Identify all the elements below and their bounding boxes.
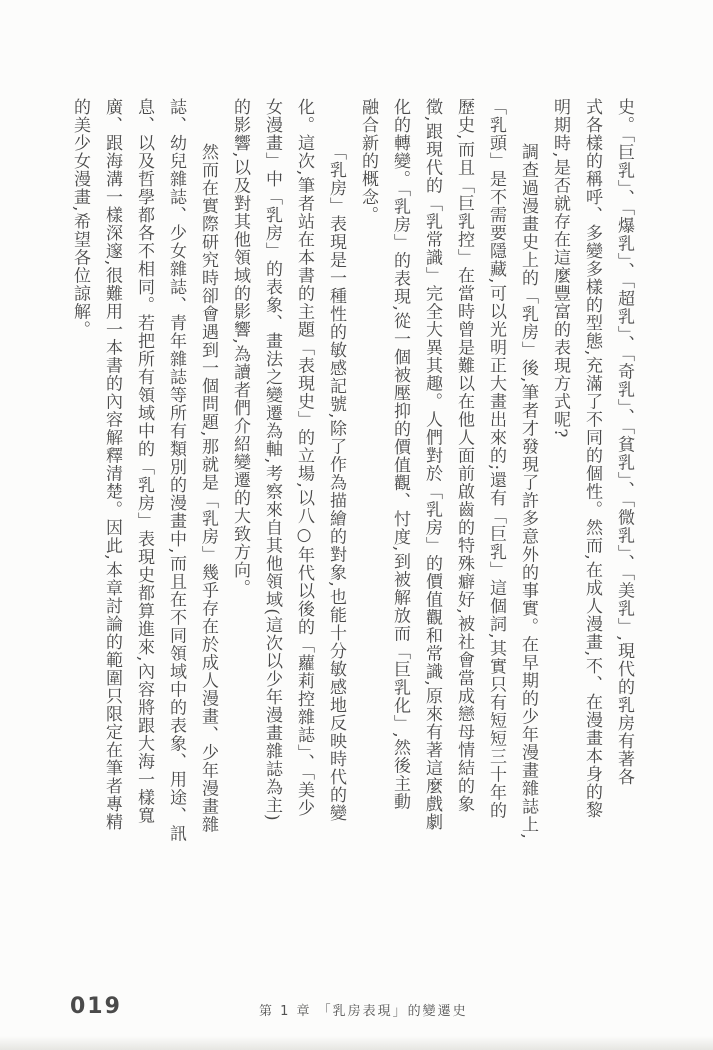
text-column: 的美少女漫畫,希望各位諒解。 [70,98,90,339]
text-column: 化的轉變。「乳房」的表現,從一個被壓抑的價值觀、忖度,到被解放而「巨乳化」,然後主動 [390,98,410,811]
text-column: 女漫畫」中「乳房」的表象、畫法之變遷為軸,考察來自其他領域(這次以少年漫畫雜誌為主) [262,98,282,822]
text-column: 明期時,是否就存在這麼豐富的表現方式呢? [550,98,570,439]
text-column: 式各樣的稱呼、多變多樣的型態,充滿了不同的個性。然而,在成人漫畫,不、在漫畫本身的黎 [582,98,602,820]
text-column: 然而在實際研究時卻會遇到一個問題,那就是「乳房」幾乎存在於成人漫畫、少年漫畫雜 [198,143,218,834]
page-number: 019 [70,994,122,1019]
text-column: 化。這次,筆者站在本書的主題「表現史」的立場,以八○年代以後的「蘿莉控雜誌」、「美少 [294,98,314,817]
chapter-title: 第 1 章 「乳房表現」的變遷史 [259,1004,468,1019]
text-column: 「乳頭」是不需要隱藏,可以光明正大畫出來的;還有「巨乳」這個詞,其實只有短短三十年的 [486,98,506,820]
text-column: 融合新的概念。 [358,98,378,224]
vertical-text-block [64,98,640,900]
text-column: 「乳房」表現是一種性的敏感記號,除了作為描繪的對象,也能十分敏感地反映時代的變 [326,143,346,822]
text-column: 史。「巨乳」、「爆乳」、「超乳」、「奇乳」、「貧乳」、「微乳」、「美乳」,現代的乳房有著各 [614,98,634,786]
text-column: 徵,跟現代的「乳常識」完全大異其趣。人們對於「乳房」的價值觀和常識,原來有著這麼戲劇 [422,98,442,831]
text-column: 誌、幼兒雜誌、少女雜誌、青年雜誌等所有類別的漫畫中,而且在不同領域中的表象、用途、訊 [166,98,186,843]
text-column: 調查過漫畫史上的「乳房」後,筆者才發現了許多意外的事實。在早期的少年漫畫雜誌上, [518,143,538,840]
page-edge-shadow [0,1036,713,1050]
text-column: 息、以及哲學都各不相同。若把所有領域中的「乳房」表現史都算進來,內容將跟大海一樣寬 [134,98,154,825]
text-column: 廣、跟海溝一樣深邃,很難用一本書的內容解釋清楚。因此,本章討論的範圍只限定在筆者專精 [102,98,122,831]
text-column: 歷史,而且「巨乳控」在當時曾是難以在他人面前啟齒的特殊癖好,被社會當成戀母情結的象 [454,98,474,813]
page-footer [0,990,713,1020]
text-column: 的影響,以及對其他領域的影響,為讀者們介紹變遷的大致方向。 [230,98,250,597]
